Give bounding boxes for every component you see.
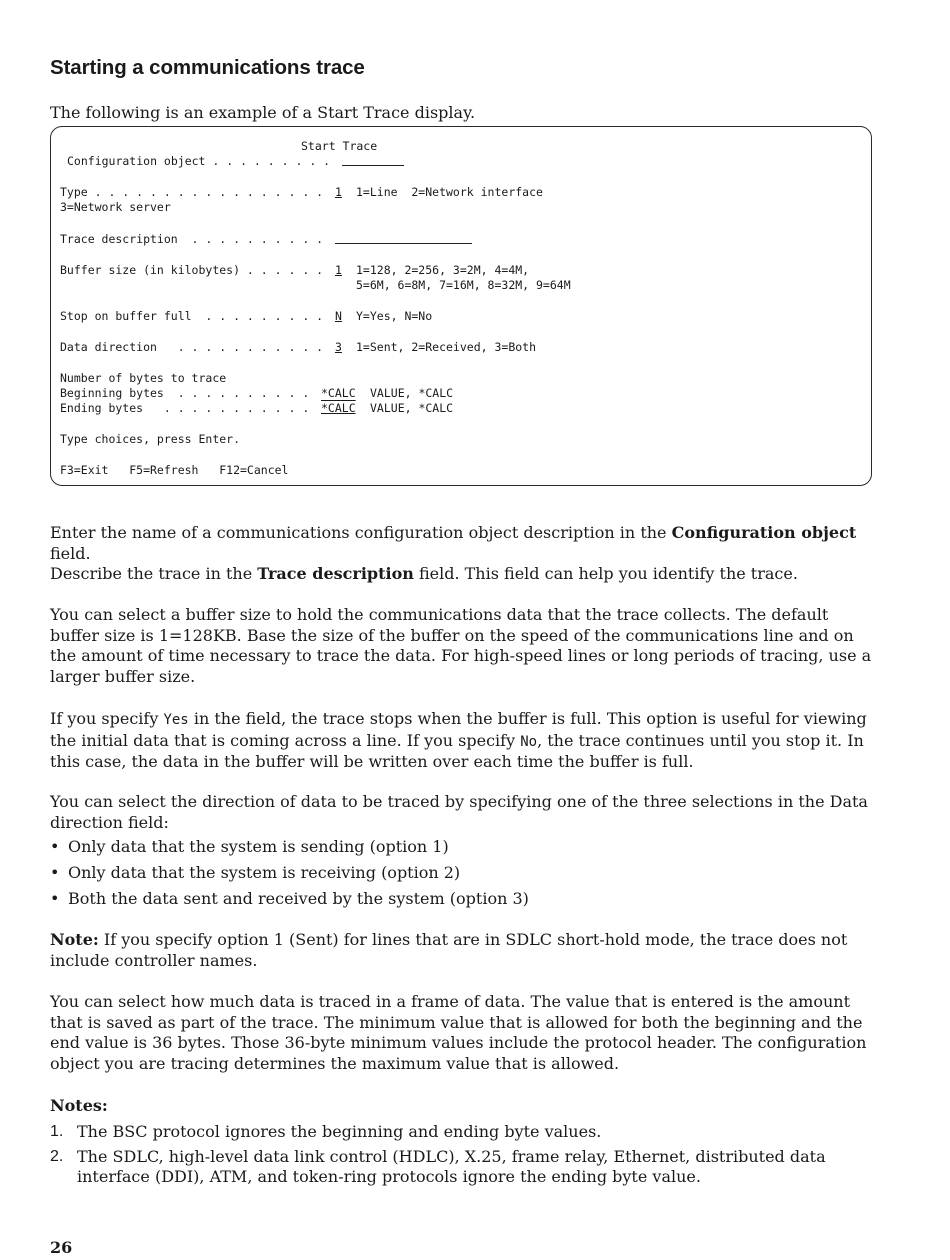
begin-label: Beginning bytes . . . . . . . . . . xyxy=(60,386,310,400)
note-label: Note: xyxy=(50,930,99,949)
paragraph-buffer-size: You can select a buffer size to hold the communications data that the trace collects. The default buffer size is 1=128KB. Base the size of the buffer on the speed of the communications line and on the amount of time necessary to trace the data. For high-speed lines or long periods of tracing, use a larger buffer size. xyxy=(50,605,872,686)
type-label: Type . . . . . . . . . . . . . . . . . xyxy=(60,185,324,199)
start-trace-display xyxy=(50,126,872,486)
buffer-options-continued: 5=6M, 6=8M, 7=16M, 8=32M, 9=64M xyxy=(356,278,571,292)
page-number: 26 xyxy=(50,1238,73,1257)
type-options: 1=Line 2=Network interface xyxy=(356,185,543,199)
type-options-continued: 3=Network server xyxy=(60,200,171,214)
desc-label: Trace description . . . . . . . . . . xyxy=(60,232,324,246)
begin-options: VALUE, *CALC xyxy=(370,386,454,400)
function-keys: F3=Exit F5=Refresh F12=Cancel xyxy=(60,463,289,477)
buffer-value: 1 xyxy=(335,263,342,277)
notes-list xyxy=(50,1122,880,1192)
trace-description-term: Trace description xyxy=(257,564,414,583)
list-item: 2. The SDLC, high-level data link control (HDLC), X.25, frame relay, Ethernet, distributed data interface (DDI), ATM, and token-ring protocols ignore the ending byte value. xyxy=(50,1146,826,1187)
end-label: Ending bytes . . . . . . . . . . . xyxy=(60,401,310,415)
config-object-term: Configuration object xyxy=(671,523,857,542)
no-value: No xyxy=(520,733,538,750)
paragraph-data-direction: You can select the direction of data to be traced by specifying one of the three selections in the Data direction field: xyxy=(50,792,868,832)
direction-value: 3 xyxy=(335,340,342,354)
config-field xyxy=(342,154,404,169)
buffer-label: Buffer size (in kilobytes) . . . . . . xyxy=(60,263,324,277)
desc-field xyxy=(335,232,472,247)
stop-value: N xyxy=(335,309,342,323)
config-label: Configuration object . . . . . . . . . xyxy=(67,154,331,168)
paragraph-config-object: Enter the name of a communications configuration object description in the Configuration object field. xyxy=(50,523,857,563)
begin-value: *CALC xyxy=(321,386,356,400)
note-paragraph: Note: If you specify option 1 (Sent) for lines that are in SDLC short-hold mode, the trace does not include controller names. xyxy=(50,930,848,970)
paragraph-stop-on-full: If you specify Yes in the field, the trace stops when the buffer is full. This option is useful for viewing the initial data that is coming across a line. If you specify No, the trace continues until you stop it. In this case, the data in the buffer will be written over each time the buffer is full. xyxy=(50,709,867,772)
buffer-options: 1=128, 2=256, 3=2M, 4=4M, xyxy=(356,263,530,277)
list-item: • Only data that the system is sending (option 1) xyxy=(50,837,529,863)
list-item: 1. The BSC protocol ignores the beginning and ending byte values. xyxy=(50,1122,602,1141)
type-value: 1 xyxy=(335,185,342,199)
list-item: • Both the data sent and received by the system (option 3) xyxy=(50,889,529,915)
bytes-label: Number of bytes to trace xyxy=(60,371,227,385)
direction-options: 1=Sent, 2=Received, 3=Both xyxy=(356,340,537,354)
section-heading: Starting a communications trace xyxy=(50,56,365,79)
stop-options: Y=Yes, N=No xyxy=(356,309,433,323)
stop-label: Stop on buffer full . . . . . . . . . xyxy=(60,309,324,323)
notes-heading: Notes: xyxy=(50,1096,108,1115)
direction-bullet-list xyxy=(50,837,529,915)
paragraph-bytes-traced: You can select how much data is traced in a frame of data. The value that is entered is the amount that is saved as part of the trace. The minimum value that is allowed for both the beginning and the end value is 36 bytes. Those 36-byte minimum values include the protocol header. The configuration object you are tracing determines the maximum value that is allowed. xyxy=(50,992,867,1073)
end-options: VALUE, *CALC xyxy=(370,401,454,415)
screen-instructions: Type choices, press Enter. xyxy=(60,432,241,446)
end-value: *CALC xyxy=(321,401,356,415)
yes-value: Yes xyxy=(163,712,189,728)
direction-label: Data direction . . . . . . . . . . . xyxy=(60,340,324,354)
paragraph-trace-description: Describe the trace in the Trace description field. This field can help you identify the trace. xyxy=(50,564,798,583)
list-item: • Only data that the system is receiving (option 2) xyxy=(50,863,529,889)
intro-paragraph: The following is an example of a Start Trace display. xyxy=(50,103,476,122)
screen-title: Start Trace xyxy=(301,139,378,153)
